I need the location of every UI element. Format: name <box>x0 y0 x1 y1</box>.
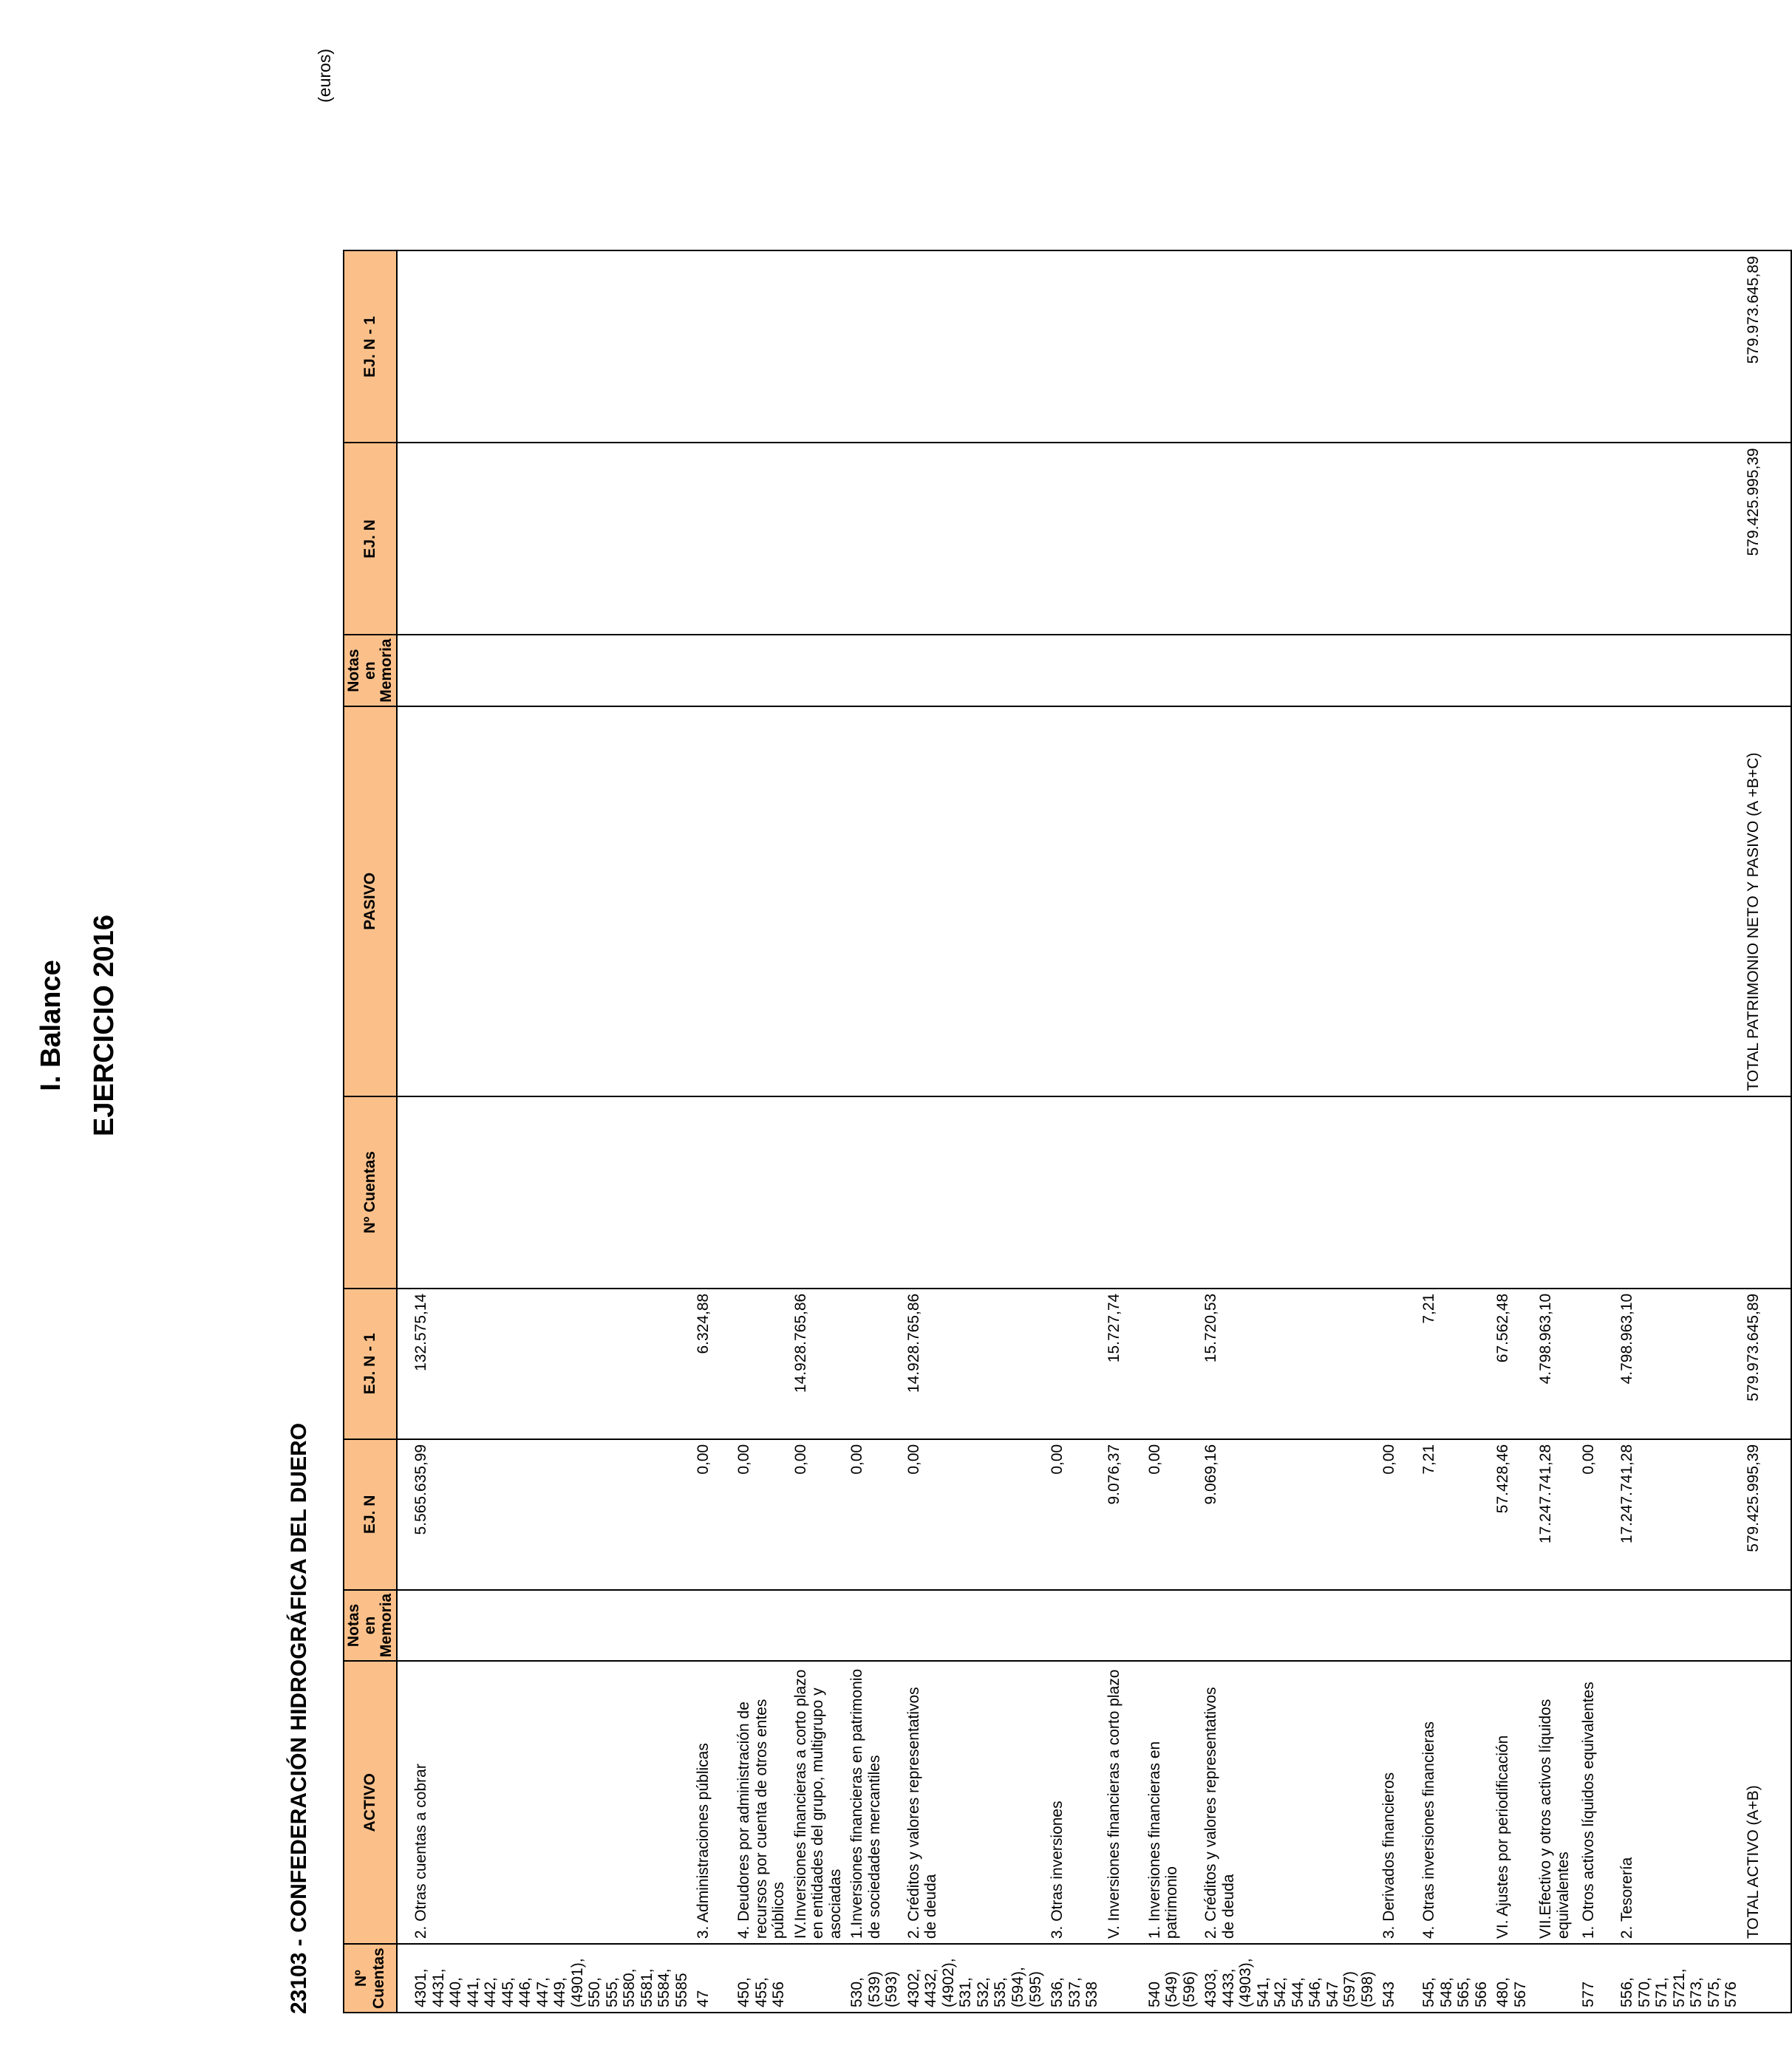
concepto-cell: 1.Inversiones financieras en patrimonio de sociedades mercantiles <box>846 1661 903 1944</box>
ejn1-cell: 7,21 <box>1418 1289 1492 1439</box>
concepto-cell: 2. Otras cuentas a cobrar <box>410 1661 692 1944</box>
cuentas-cell <box>1535 1944 1578 2013</box>
header-cuentas-activo: Nº Cuentas <box>344 1944 397 2013</box>
notas-cell <box>692 1590 733 1661</box>
notas-cell <box>1046 1590 1103 1661</box>
header-cuentas-pasivo: Nº Cuentas <box>344 1096 397 1289</box>
notas-cell <box>1578 1590 1616 1661</box>
header-notas-pasivo: Notas en Memoria <box>344 635 397 706</box>
concepto-cell: 3. Otras inversiones <box>1046 1661 1103 1944</box>
ejn-cell: 17.247.741,28 <box>1616 1439 1742 1590</box>
table-row <box>1046 250 1103 2013</box>
notas-cell <box>1616 1590 1742 1661</box>
ejn1-cell <box>1578 1289 1616 1439</box>
cuentas-cell: 530, (539) (593) <box>846 1944 903 2013</box>
cuentas-cell <box>790 1944 847 2013</box>
ejn1-cell: 14.928.765,86 <box>903 1289 1046 1439</box>
table-row <box>1378 250 1418 2013</box>
page-subtitle: EJERCICIO 2016 <box>89 915 120 1136</box>
ejn-cell: 0,00 <box>733 1439 790 1590</box>
table-spacer-row <box>397 250 410 2013</box>
table-row <box>1144 250 1201 2013</box>
concepto-cell: 4. Otras inversiones financieras <box>1418 1661 1492 1944</box>
cuentas-cell: 556, 570, 571, 5721, 573, 575, 576 <box>1616 1944 1742 2013</box>
ejn1-cell: 14.928.765,86 <box>790 1289 847 1439</box>
total-activo-ejn: 579.425.995,39 <box>1742 1439 1791 1590</box>
notas-cell <box>1200 1590 1378 1661</box>
ejn1-cell <box>846 1289 903 1439</box>
header-ejn-activo: EJ. N <box>344 1439 397 1590</box>
concepto-cell: 2. Créditos y valores representativos de deuda <box>903 1661 1046 1944</box>
table-row <box>1200 250 1378 2013</box>
notas-cell <box>733 1590 790 1661</box>
concepto-cell: VII.Efectivo y otros activos líquidos equivalentes <box>1535 1661 1578 1944</box>
concepto-cell: 4. Deudores por administración de recursos por cuenta de otros entes públicos <box>733 1661 790 1944</box>
cuentas-cell: 536, 537, 538 <box>1046 1944 1103 2013</box>
table-row <box>790 250 847 2013</box>
concepto-cell: V. Inversiones financieras a corto plazo <box>1103 1661 1144 1944</box>
cuentas-cell: 545, 548, 565, 566 <box>1418 1944 1492 2013</box>
cuentas-cell: 450, 455, 456 <box>733 1944 790 2013</box>
cuentas-cell: 480, 567 <box>1492 1944 1535 2013</box>
cuentas-cell: 4301, 4431, 440, 441, 442, 445, 446, 447, 449, (4901), 550, 555, 5580, 5581, 5584, 5585 <box>410 1944 692 2013</box>
table-row <box>1616 250 1742 2013</box>
ejn-cell: 0,00 <box>1578 1439 1616 1590</box>
ejn1-cell <box>1046 1289 1103 1439</box>
concepto-cell: 3. Administraciones públicas <box>692 1661 733 1944</box>
ejn-cell: 0,00 <box>1144 1439 1201 1590</box>
table-header-row <box>344 250 397 2013</box>
table-row <box>903 250 1046 2013</box>
notas-cell <box>903 1590 1046 1661</box>
header-ejn-pasivo: EJ. N <box>344 443 397 635</box>
concepto-cell: IV.Inversiones financieras a corto plazo en entidades del grupo, multigrupo y asociadas <box>790 1661 847 1944</box>
table-row <box>733 250 790 2013</box>
ejn-cell: 57.428,46 <box>1492 1439 1535 1590</box>
notas-cell <box>846 1590 903 1661</box>
total-row <box>1742 250 1791 2013</box>
ejn-cell: 0,00 <box>692 1439 733 1590</box>
ejn1-cell: 15.720,53 <box>1200 1289 1378 1439</box>
total-activo-ejn1: 579.973.645,89 <box>1742 1289 1791 1439</box>
total-pasivo-ejn: 579.425.995,39 <box>1742 443 1791 635</box>
ejn-cell: 0,00 <box>1046 1439 1103 1590</box>
cuentas-cell: 4303, 4433, (4903), 541, 542, 544, 546, 547 (597) (598) <box>1200 1944 1378 2013</box>
ejn1-cell <box>1378 1289 1418 1439</box>
concepto-cell: VI. Ajustes por periodificación <box>1492 1661 1535 1944</box>
table-row <box>1535 250 1578 2013</box>
total-activo-label: TOTAL ACTIVO (A+B) <box>1742 1661 1791 1944</box>
notas-cell <box>410 1590 692 1661</box>
ejn-cell: 0,00 <box>1378 1439 1418 1590</box>
currency-unit: (euros) <box>315 49 334 103</box>
cuentas-cell: 4302, 4432, (4902), 531, 532, 535, (594), (595) <box>903 1944 1046 2013</box>
table-row <box>410 250 692 2013</box>
ejn1-cell: 15.727,74 <box>1103 1289 1144 1439</box>
notas-cell <box>790 1590 847 1661</box>
header-ejn1-pasivo: EJ. N - 1 <box>344 250 397 443</box>
entity-name: 23103 - CONFEDERACIÓN HIDROGRÁFICA DEL DUERO <box>287 1422 311 2014</box>
total-pasivo-ejn1: 579.973.645,89 <box>1742 250 1791 443</box>
cuentas-cell: 47 <box>692 1944 733 2013</box>
notas-cell <box>1418 1590 1492 1661</box>
notas-cell <box>1144 1590 1201 1661</box>
header-notas-activo: Notas en Memoria <box>344 1590 397 1661</box>
page-title: I. Balance <box>35 960 67 1091</box>
ejn-cell: 17.247.741,28 <box>1535 1439 1578 1590</box>
cuentas-cell: 540 (549) (596) <box>1144 1944 1201 2013</box>
notas-cell <box>1492 1590 1535 1661</box>
concepto-cell: 1. Otros activos líquidos equivalentes <box>1578 1661 1616 1944</box>
concepto-cell: 1. Inversiones financieras en patrimonio <box>1144 1661 1201 1944</box>
ejn-cell: 0,00 <box>846 1439 903 1590</box>
notas-cell <box>1535 1590 1578 1661</box>
ejn1-cell: 67.562,48 <box>1492 1289 1535 1439</box>
cuentas-cell <box>1103 1944 1144 2013</box>
ejn-cell: 9.069,16 <box>1200 1439 1378 1590</box>
header-ejn1-activo: EJ. N - 1 <box>344 1289 397 1439</box>
ejn1-cell: 6.324,88 <box>692 1289 733 1439</box>
cuentas-cell: 577 <box>1578 1944 1616 2013</box>
notas-cell <box>1103 1590 1144 1661</box>
table-row <box>1103 250 1144 2013</box>
cuentas-cell: 543 <box>1378 1944 1418 2013</box>
header-activo: ACTIVO <box>344 1661 397 1944</box>
ejn-cell: 5.565.635,99 <box>410 1439 692 1590</box>
ejn1-cell <box>733 1289 790 1439</box>
table-row <box>1418 250 1492 2013</box>
ejn1-cell: 4.798.963,10 <box>1616 1289 1742 1439</box>
concepto-cell: 3. Derivados financieros <box>1378 1661 1418 1944</box>
table-row <box>1492 250 1535 2013</box>
ejn-cell: 0,00 <box>903 1439 1046 1590</box>
notas-cell <box>1378 1590 1418 1661</box>
table-row <box>1578 250 1616 2013</box>
ejn1-cell <box>1144 1289 1201 1439</box>
ejn1-cell: 132.575,14 <box>410 1289 692 1439</box>
ejn-cell: 0,00 <box>790 1439 847 1590</box>
balance-table <box>343 250 1792 2013</box>
table-row <box>692 250 733 2013</box>
concepto-cell: 2. Créditos y valores representativos de deuda <box>1200 1661 1378 1944</box>
ejn-cell: 9.076,37 <box>1103 1439 1144 1590</box>
table-row <box>846 250 903 2013</box>
header-pasivo: PASIVO <box>344 706 397 1096</box>
ejn-cell: 7,21 <box>1418 1439 1492 1590</box>
total-pasivo-label: TOTAL PATRIMONIO NETO Y PASIVO (A +B+C) <box>1742 706 1791 1096</box>
concepto-cell: 2. Tesorería <box>1616 1661 1742 1944</box>
ejn1-cell: 4.798.963,10 <box>1535 1289 1578 1439</box>
